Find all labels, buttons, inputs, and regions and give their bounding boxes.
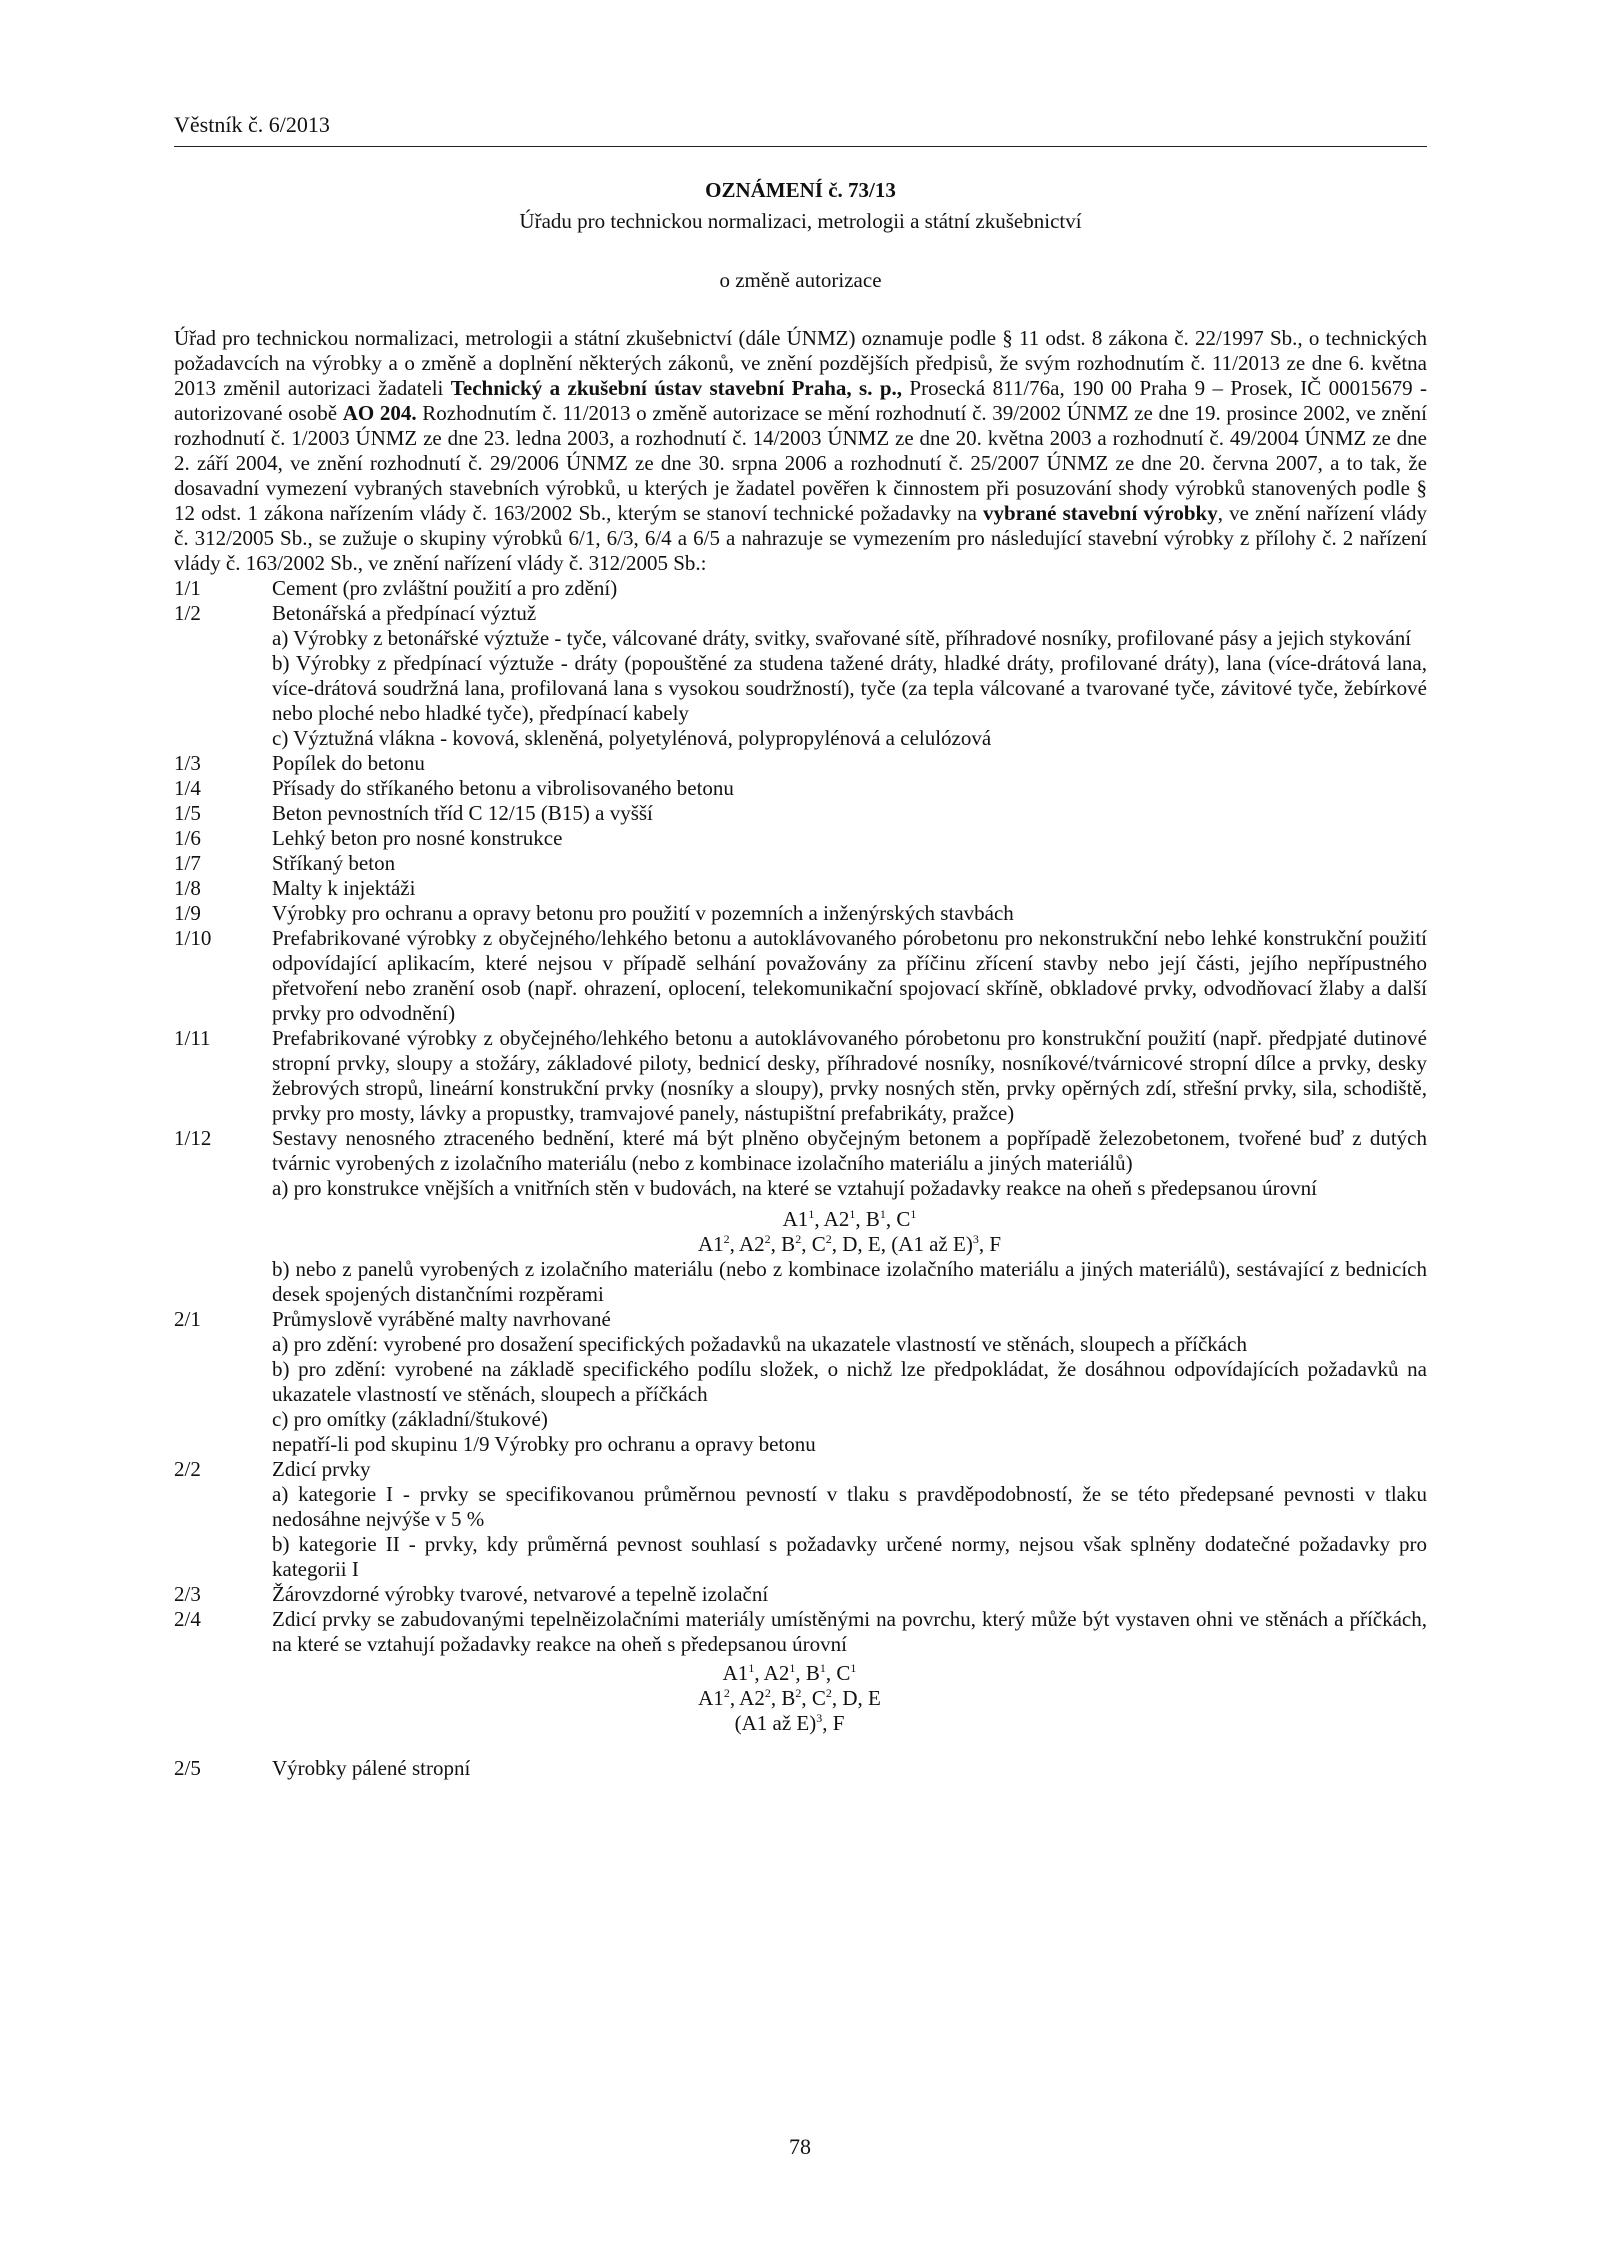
item-number: 2/4 [174,1607,201,1631]
item-text: Přísady do stříkaného betonu a vibrolisovaného betonu [272,776,734,800]
item-number: 2/3 [174,1582,201,1606]
list-item [174,826,1427,851]
fire-class-line: $A1^1$, $A2^1$, $B^1$, $C^1$ [722,1661,857,1685]
item-number: 1/7 [174,851,201,875]
list-item [174,1607,1427,1736]
intro-part1: Úřad pro technickou normalizaci, metrologii a státní zkušebnictví (dále ÚNMZ) oznamuje podle § 11 odst. 8 zákona č. 22/1997 Sb., o technických požadavcích na výrobky a o změně a doplnění některých zákonů, ve znění pozdějších předpisů, že svým rozhodnutím č. 11/2013 ze dne 6. května 2013 změnil autorizaci žadateli [174,326,1427,400]
item-number: 1/11 [174,1026,211,1050]
list-item [174,926,1427,1026]
list-item [174,801,1427,826]
list-item [174,901,1427,926]
item-subpoint: a) kategorie I - prvky se specifikovanou průměrnou pevností v tlaku s pravděpodobností, že se této předepsané pevnosti v tlaku nedosáhne nejvýše v 5 % [272,1482,1427,1531]
item-number: 1/5 [174,801,201,825]
item-number: 2/2 [174,1457,201,1481]
item-subpoint: c) Výztužná vlákna - kovová, skleněná, polyetylénová, polypropylénová a celulózová [272,726,992,750]
list-item [174,1457,1427,1582]
fire-class-line: (A1 až E)$^3$, F [734,1711,845,1735]
item-number: 1/10 [174,926,212,950]
item-text: Prefabrikované výrobky z obyčejného/lehkého betonu a autoklávovaného pórobetonu pro konstrukční použití (např. předpjaté dutinové stropní prvky, sloupy a stožáry, základové piloty, bednicí desky, příhradové nosníky, nosníkové/tvárnicové stropní dílce a prvky, desky žebrových stropů, lineární konstrukční prvky (nosníky a sloupy), prvky nosných stěn, prvky opěrných zdí, střešní prvky, sila, schodiště, prvky pro mosty, lávky a propustky, tramvajové panely, nástupištní prefabrikáty, pražce) [272,1026,1427,1125]
item-number: 1/4 [174,776,201,800]
item-number: 1/3 [174,751,201,775]
products-emphasis: vybrané stavební výrobky [983,501,1218,525]
item-subpoint: b) kategorie II - prvky, kdy průměrná pevnost souhlasí s požadavky určené normy, nejsou však splněny dodatečné požadavky pro kategorii I [272,1532,1427,1581]
item-subpoint: a) pro konstrukce vnějších a vnitřních stěn v budovách, na které se vztahují požadavky reakce na oheň s předepsanou úrovní [272,1176,1317,1200]
item-number: 1/12 [174,1126,212,1150]
item-subpoint: c) pro omítky (základní/štukové) [272,1407,548,1431]
ao-number: AO 204. [342,401,417,425]
list-item [174,1307,1427,1457]
item-text: Lehký beton pro nosné konstrukce [272,826,563,850]
item-subpoint: b) pro zdění: vyrobené na základě specifického podílu složek, o nichž lze předpokládat, že dosáhnou odpovídajících požadavků na ukazatele vlastností ve stěnách, sloupech a příčkách [272,1357,1427,1406]
item-number: 1/6 [174,826,201,850]
document-page [174,112,1427,1781]
intro-paragraph [174,326,1427,576]
item-subpoint: a) pro zdění: vyrobené pro dosažení specifických požadavků na ukazatele vlastností ve stěnách, sloupech a příčkách [272,1332,1247,1356]
page-number: 78 [789,2134,811,2159]
applicant-name: Technický a zkušební ústav stavební Praha, s. p., [450,376,903,400]
fire-class-line: $A1^1$, $A2^1$, $B^1$, $C^1$ [782,1207,917,1231]
item-text: Průmyslově vyráběné malty navrhované [272,1307,611,1331]
list-item [174,776,1427,801]
item-number: 1/8 [174,876,201,900]
item-text: Stříkaný beton [272,851,396,875]
list-item [174,1026,1427,1126]
list-item [174,751,1427,776]
item-subpoint: a) Výrobky z betonářské výztuže - tyče, válcované dráty, svitky, svařované sítě, příhradové nosníky, profilované pásy a jejich stykování [272,626,1412,650]
item-number: 1/2 [174,601,201,625]
fire-class-line: $A1^2$, $A2^2$, $B^2$, $C^2$, D, E [698,1686,881,1710]
item-text: Zdicí prvky [272,1457,371,1481]
announcement-office: Úřadu pro technickou normalizaci, metrologii a státní zkušebnictví [519,209,1082,233]
item-subpoint: nepatří-li pod skupinu 1/9 Výrobky pro ochranu a opravy betonu [272,1432,816,1456]
fire-class-line: $A1^2$, $A2^2$, $B^2$, $C^2$, D, E, (A1 až E)$^3$, F [697,1232,1002,1256]
list-item [174,601,1427,751]
announcement-heading [174,175,1427,296]
intro-part4: , ve znění nařízení vlády č. 312/2005 Sb., se zužuje o skupiny výrobků 6/1, 6/3, 6/4 a 6/5 a nahrazuje se vymezením pro následující stavební výrobky z přílohy č. 2 nařízení vlády č. 163/2002 Sb., ve znění nařízení vlády č. 312/2005 Sb.: [174,501,1428,575]
item-subpoint: b) nebo z panelů vyrobených z izolačního materiálu (nebo z kombinace izolačního materiálu a jiných materiálů), sestávající z bednicích desek spojených distančními rozpěrami [272,1257,1427,1306]
item-subpoint: b) Výrobky z předpínací výztuže - dráty (popouštěné za studena tažené dráty, hladké dráty, profilované dráty), lana (více-drátová lana, více-drátová soudržná lana, profilovaná lana s vysokou soudržností), tyče (za tepla válcované a tvarované tyče, závitové tyče, žebírkové nebo ploché nebo hladké tyče), předpínací kabely [272,651,1427,725]
item-number: 2/1 [174,1307,201,1331]
intro-part2: Prosecká 811/76a, 190 00 Praha 9 – Prosek, IČ 00015679 - autorizované osobě [174,376,1428,425]
item-text: Žárovzdorné výrobky tvarové, netvarové a tepelně izolační [272,1582,769,1606]
list-item [174,576,1427,601]
item-text: Zdicí prvky se zabudovanými tepelněizolačními materiály umístěnými na povrchu, který může být vystaven ohni ve stěnách a příčkách, na které se vztahují požadavky reakce na oheň s předepsanou úrovní [272,1607,1427,1656]
announcement-subject: o změně autorizace [719,268,882,292]
product-list [174,576,1427,1781]
list-item [174,1126,1427,1307]
item-text: Popílek do betonu [272,751,425,775]
item-text: Malty k injektáži [272,876,416,900]
item-text: Betonářská a předpínací výztuž [272,601,537,625]
list-item [174,1756,1427,1781]
item-number: 2/5 [174,1756,201,1780]
intro-part3: Rozhodnutím č. 11/2013 o změně autorizace se mění rozhodnutí č. 39/2002 ÚNMZ ze dne 19. prosince 2002, ve znění rozhodnutí č. 1/2003 ÚNMZ ze dne 23. ledna 2003, a rozhodnutí č. 14/2003 ÚNMZ ze dne 20. května 2003 a rozhodnutí č. 49/2004 ÚNMZ ze dne 2. září 2004, ve znění rozhodnutí č. 29/2006 ÚNMZ ze dne 30. srpna 2006 a rozhodnutí č. 25/2007 ÚNMZ ze dne 20. června 2007, a to tak, že dosavadní vymezení vybraných stavebních výrobků, u kterých je žadatel pověřen k činnostem při posuzování shody výrobků stanovených podle § 12 odst. 1 zákona nařízením vlády č. 163/2002 Sb., kterým se stanoví technické požadavky na [174,401,1428,525]
list-item [174,1582,1427,1607]
item-text: Výrobky pálené stropní [272,1756,471,1780]
item-text: Cement (pro zvláštní použití a pro zdění) [272,576,618,600]
item-number: 1/1 [174,576,201,600]
item-number: 1/9 [174,901,201,925]
item-text: Prefabrikované výrobky z obyčejného/lehkého betonu a autoklávovaného pórobetonu pro nekonstrukční nebo lehké konstrukční použití odpovídající aplikacím, které nejsou v případě selhání považovány za příčinu zřícení stavby nebo její části, jejího nepřípustného přetvoření nebo zranění osob (např. ohrazení, oplocení, telekomunikační spojovací skříně, obkladové prvky, odvodňovací žlaby a další prvky pro odvodnění) [272,926,1427,1025]
list-item [174,851,1427,876]
item-text: Výrobky pro ochranu a opravy betonu pro použití v pozemních a inženýrských stavbách [272,901,1014,925]
journal-header: Věstník č. 6/2013 [174,112,1427,147]
item-text: Sestavy nenosného ztraceného bednění, které má být plněno obyčejným betonem a popřípadě železobetonem, tvořené buď z dutých tvárnic vyrobených z izolačního materiálu (nebo z kombinace izolačního materiálu a jiných materiálů) [272,1126,1427,1175]
list-item [174,876,1427,901]
announcement-title: OZNÁMENÍ č. 73/13 [705,178,896,202]
item-text: Beton pevnostních tříd C 12/15 (B15) a vyšší [272,801,653,825]
